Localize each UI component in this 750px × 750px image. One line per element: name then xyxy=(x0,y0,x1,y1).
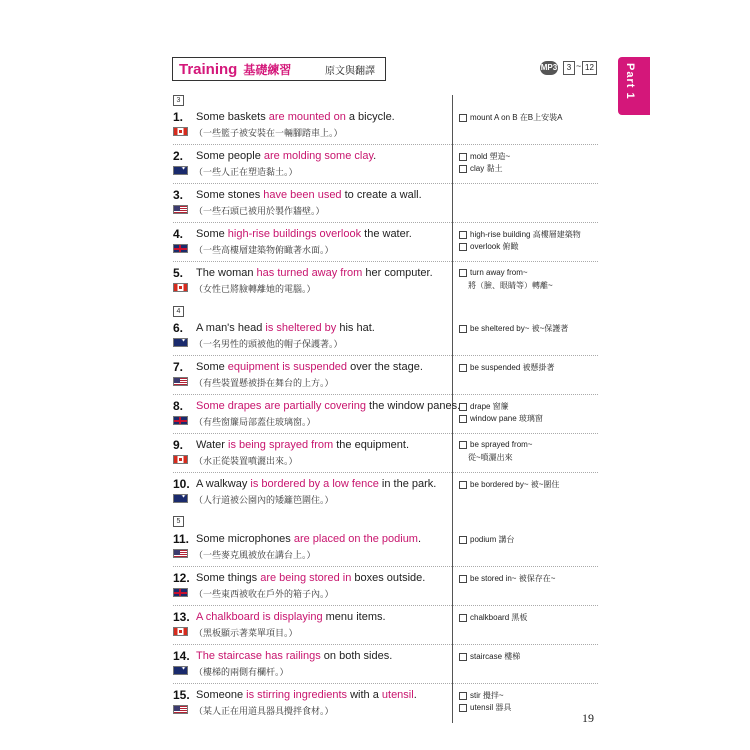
translation-text: （一些人正在塑造黏土。） xyxy=(194,167,298,177)
usa-flag-icon xyxy=(173,549,188,558)
question-number: 7. xyxy=(173,360,184,374)
sentence-text-pre: Water xyxy=(196,439,228,451)
vocab-entry xyxy=(468,280,553,291)
question-number: 12. xyxy=(173,571,190,585)
translation-text: （一些籃子被安裝在一輛腳踏車上。） xyxy=(194,128,343,138)
canada-flag-icon xyxy=(173,455,188,464)
vocab-entry xyxy=(459,323,568,334)
checkbox-icon xyxy=(459,481,467,489)
vocab-text: stir 攪拌~ xyxy=(470,691,504,700)
checkbox-icon xyxy=(459,165,467,173)
vocab-text: mold 塑造~ xyxy=(470,152,511,161)
question-sentence xyxy=(196,322,375,334)
usa-flag-icon xyxy=(173,205,188,214)
checkbox-icon xyxy=(459,269,467,277)
question-number: 9. xyxy=(173,438,184,452)
sentence-text-post: the window panes. xyxy=(365,400,461,412)
vocab-entry xyxy=(459,702,511,713)
sentence-highlight: A chalkboard is displaying xyxy=(196,611,323,623)
sentence-text-post: . xyxy=(373,150,377,162)
checkbox-icon xyxy=(459,704,467,712)
sentence-text-pre: Some things xyxy=(196,572,261,584)
section-header xyxy=(172,57,386,81)
vocab-text: 將（臉、眼睛等）轉離~ xyxy=(468,281,553,290)
row-divider xyxy=(173,683,598,684)
translation-text: （水正從裝置噴灑出來。） xyxy=(194,456,298,466)
translation-text: （有些裝置懸被掛在舞台的上方。） xyxy=(194,378,334,388)
vocab-entry xyxy=(459,112,562,123)
translation-text: （某人正在用道具器具攪拌食材。） xyxy=(194,706,334,716)
translation-text: （一些高樓層建築物俯瞰著水面。） xyxy=(194,245,334,255)
header-title-en: Training xyxy=(179,60,238,78)
checkbox-icon xyxy=(459,536,467,544)
checkbox-icon xyxy=(459,403,467,411)
question-number: 1. xyxy=(173,110,184,124)
vocab-entry xyxy=(459,479,559,490)
sentence-text-post: with a xyxy=(347,689,382,701)
vocab-entry xyxy=(459,362,555,373)
question-sentence xyxy=(196,533,421,545)
translation-text: （人行道被公園內的矮籬笆圍住。） xyxy=(194,495,334,505)
row-divider xyxy=(173,472,598,473)
sentence-highlight: are being stored in xyxy=(260,572,352,584)
question-number: 8. xyxy=(173,399,184,413)
usa-flag-icon xyxy=(173,705,188,714)
sentence-text-pre: Some xyxy=(196,361,228,373)
sentence-highlight: has turned away from xyxy=(256,267,363,279)
question-sentence xyxy=(196,111,395,123)
checkbox-icon xyxy=(459,153,467,161)
sentence-text-post: the water. xyxy=(361,228,412,240)
row-divider xyxy=(173,605,598,606)
question-sentence xyxy=(196,400,460,412)
checkbox-icon xyxy=(459,415,467,423)
sentence-highlight: The staircase has railings xyxy=(196,650,321,662)
question-sentence xyxy=(196,439,409,451)
sentence-highlight: is bordered by a low fence xyxy=(250,478,379,490)
row-divider xyxy=(173,644,598,645)
question-sentence xyxy=(196,189,422,201)
question-number: 5. xyxy=(173,266,184,280)
sentence-text-post: menu items. xyxy=(322,611,386,623)
question-sentence xyxy=(196,611,386,623)
row-divider xyxy=(173,566,598,567)
question-sentence xyxy=(196,361,423,373)
track-separator: ~ xyxy=(576,61,582,71)
question-number: 11. xyxy=(173,532,190,546)
section-marker: 4 xyxy=(173,306,184,317)
vocab-text: be sheltered by~ 被~保護著 xyxy=(470,324,569,333)
part-tab xyxy=(618,57,650,115)
question-number: 2. xyxy=(173,149,184,163)
translation-text: （一些東西被收在戶外的箱子內。） xyxy=(194,589,334,599)
vocab-entry xyxy=(459,690,504,701)
header-subtitle: 原文與翻譯 xyxy=(325,65,375,77)
translation-text: （有些窗簾局部蓋住玻璃窗。） xyxy=(194,417,316,427)
sentence-highlight: high-rise buildings overlook xyxy=(227,228,362,240)
question-sentence xyxy=(196,150,376,162)
vocab-text: be sprayed from~ xyxy=(470,440,533,449)
translation-text: （一些麥克風被放在講台上。） xyxy=(194,550,316,560)
row-divider xyxy=(173,261,598,262)
row-divider xyxy=(173,355,598,356)
translation-text: （一些石頭已被用於製作牆壁。） xyxy=(194,206,325,216)
question-sentence xyxy=(196,228,412,240)
question-number: 3. xyxy=(173,188,184,202)
uk-flag-icon xyxy=(173,416,188,425)
sentence-text-pre: A man's head xyxy=(196,322,266,334)
australia-flag-icon xyxy=(173,494,188,503)
sentence-text-post-2: . xyxy=(413,689,417,701)
vocab-text: 從~噴灑出來 xyxy=(468,453,513,462)
vocab-entry xyxy=(459,573,555,584)
sentence-text-pre: Some baskets xyxy=(196,111,269,123)
sentence-text-pre: The woman xyxy=(196,267,257,279)
sentence-text-post: over the stage. xyxy=(347,361,423,373)
checkbox-icon xyxy=(459,114,467,122)
vocab-text: staircase 樓梯 xyxy=(470,652,521,661)
vocab-entry xyxy=(459,401,509,412)
vocab-text: podium 講台 xyxy=(470,535,515,544)
sentence-text-post: on both sides. xyxy=(320,650,393,662)
sentence-highlight: Some drapes are partially covering xyxy=(196,400,366,412)
page-number: 19 xyxy=(582,711,594,725)
vocab-text: chalkboard 黑板 xyxy=(470,613,528,622)
mp3-icon: MP3 xyxy=(540,61,558,75)
checkbox-icon xyxy=(459,243,467,251)
vocab-entry xyxy=(459,440,532,449)
vocab-entry xyxy=(459,151,510,162)
uk-flag-icon xyxy=(173,588,188,597)
sentence-text-pre: Some xyxy=(196,228,228,240)
sentence-highlight-2: utensil xyxy=(381,689,414,701)
question-sentence xyxy=(196,572,425,584)
vocab-text: clay 黏土 xyxy=(470,164,503,173)
australia-flag-icon xyxy=(173,338,188,347)
uk-flag-icon xyxy=(173,244,188,253)
section-marker: 3 xyxy=(173,95,184,106)
sentence-highlight: equipment is suspended xyxy=(227,361,348,373)
row-divider xyxy=(173,144,598,145)
track-end: 12 xyxy=(582,61,597,75)
sentence-text-pre: Some microphones xyxy=(196,533,294,545)
sentence-highlight: is stirring ingredients xyxy=(246,689,348,701)
vocab-entry xyxy=(459,268,528,277)
sentence-text-pre: Some people xyxy=(196,150,264,162)
sentence-text-post: a bicycle. xyxy=(345,111,395,123)
sentence-text-pre: Some stones xyxy=(196,189,264,201)
translation-text: （一名男性的頭被他的帽子保護著。） xyxy=(194,339,343,349)
australia-flag-icon xyxy=(173,666,188,675)
vocab-text: utensil 器具 xyxy=(470,703,512,712)
vocab-text: be bordered by~ 被~圍住 xyxy=(470,480,560,489)
sentence-highlight: are mounted on xyxy=(268,111,346,123)
checkbox-icon xyxy=(459,653,467,661)
vocab-text: drape 窗簾 xyxy=(470,402,509,411)
question-sentence xyxy=(196,267,433,279)
sentence-highlight: have been used xyxy=(263,189,342,201)
part-tab-label: Part 1 xyxy=(624,63,636,100)
sentence-text-post: in the park. xyxy=(378,478,437,490)
checkbox-icon xyxy=(459,575,467,583)
sentence-text-post: his hat. xyxy=(336,322,375,334)
row-divider xyxy=(173,183,598,184)
vocab-entry xyxy=(459,163,502,174)
question-sentence xyxy=(196,478,436,490)
question-number: 13. xyxy=(173,610,190,624)
vocab-entry xyxy=(459,241,518,252)
canada-flag-icon xyxy=(173,627,188,636)
vocab-text: be stored in~ 被保存在~ xyxy=(470,574,556,583)
sentence-text-pre: Someone xyxy=(196,689,247,701)
checkbox-icon xyxy=(459,325,467,333)
question-number: 14. xyxy=(173,649,190,663)
question-sentence xyxy=(196,689,417,701)
vocab-entry xyxy=(459,534,514,545)
question-number: 6. xyxy=(173,321,184,335)
canada-flag-icon xyxy=(173,283,188,292)
header-title-zh: 基礎練習 xyxy=(243,62,292,77)
canada-flag-icon xyxy=(173,127,188,136)
checkbox-icon xyxy=(459,614,467,622)
sentence-highlight: are placed on the podium xyxy=(293,533,418,545)
sentence-text-post: boxes outside. xyxy=(351,572,426,584)
row-divider xyxy=(173,433,598,434)
sentence-text-post: to create a wall. xyxy=(341,189,422,201)
vocab-text: be suspended 被懸掛著 xyxy=(470,363,555,372)
vocab-entry xyxy=(459,651,520,662)
question-number: 10. xyxy=(173,477,190,491)
checkbox-icon xyxy=(459,692,467,700)
question-sentence xyxy=(196,650,392,662)
checkbox-icon xyxy=(459,441,467,449)
sentence-highlight: is sheltered by xyxy=(265,322,337,334)
translation-text: （樓梯的兩側有欄杆。） xyxy=(194,667,289,677)
question-number: 15. xyxy=(173,688,190,702)
vocab-text: mount A on B 在B上安裝A xyxy=(470,113,563,122)
sentence-highlight: are molding some clay xyxy=(263,150,374,162)
vocab-text: window pane 玻璃窗 xyxy=(470,414,543,423)
sentence-highlight: is being sprayed from xyxy=(228,439,334,451)
australia-flag-icon xyxy=(173,166,188,175)
checkbox-icon xyxy=(459,231,467,239)
vocab-entry xyxy=(468,452,513,463)
sentence-text-post: her computer. xyxy=(362,267,433,279)
section-marker: 5 xyxy=(173,516,184,527)
usa-flag-icon xyxy=(173,377,188,386)
track-start: 3 xyxy=(563,61,575,75)
vocab-entry xyxy=(459,413,543,424)
row-divider xyxy=(173,222,598,223)
question-number: 4. xyxy=(173,227,184,241)
checkbox-icon xyxy=(459,364,467,372)
vocab-entry xyxy=(459,612,527,623)
vocab-text: turn away from~ xyxy=(470,268,528,277)
translation-text: （黑板顯示著菜單項目。） xyxy=(194,628,298,638)
vocab-entry xyxy=(459,229,581,240)
sentence-text-post: . xyxy=(417,533,422,545)
sentence-text-post: the equipment. xyxy=(333,439,410,451)
translation-text: （女性已將臉轉離她的電腦。） xyxy=(194,284,316,294)
vocab-text: high-rise building 高樓層建築物 xyxy=(470,230,581,239)
row-divider xyxy=(173,394,598,395)
sentence-text-pre: A walkway xyxy=(196,478,251,490)
vocab-text: overlook 俯瞰 xyxy=(470,242,519,251)
